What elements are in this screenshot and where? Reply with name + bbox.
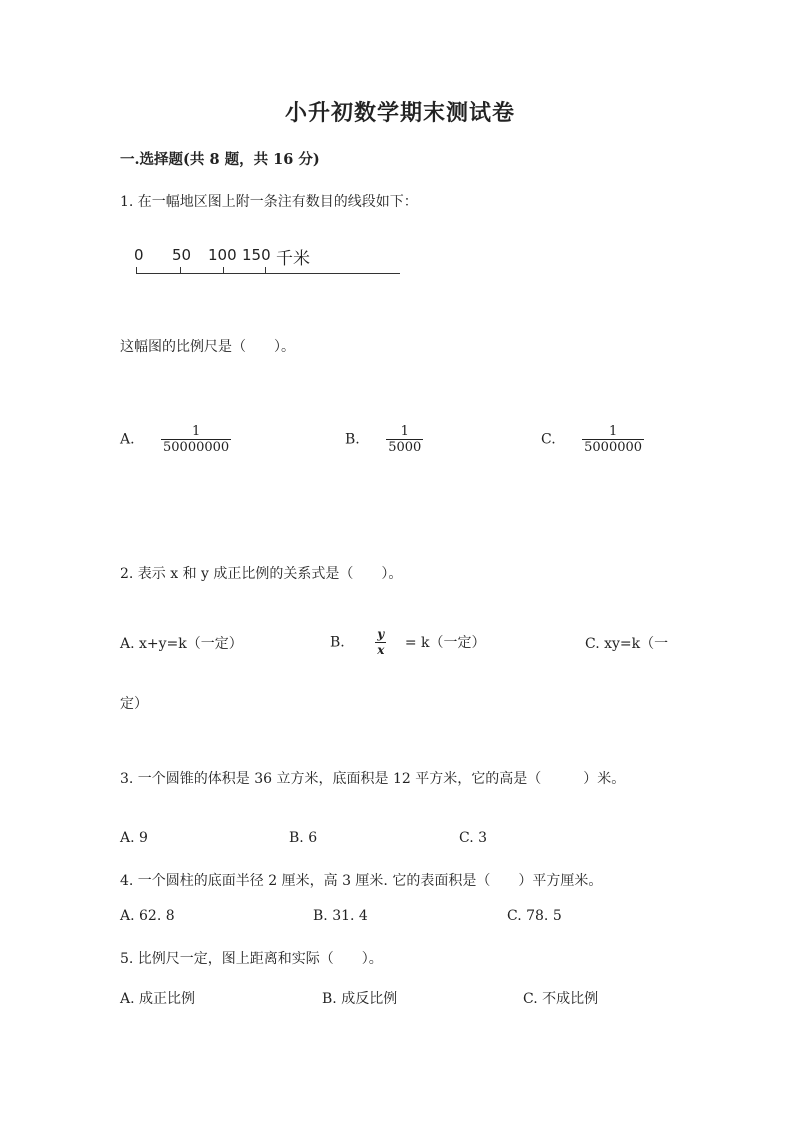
fraction [375,627,386,658]
question-5-stem: 5. 比例尺一定，图上距离和实际（ ）。 [120,951,383,967]
q3-option-b[interactable]: B. 6 [289,830,318,846]
q2-option-b[interactable] [330,627,485,658]
fraction [582,424,644,455]
denominator: 5000000 [584,440,643,455]
denominator: 5000 [388,440,422,455]
denominator: 50000000 [163,440,230,455]
q2-option-c-continued: 定） [120,696,148,712]
q3-option-a[interactable]: A. 9 [120,830,148,846]
q4-option-c[interactable]: C. 78. 5 [507,908,562,924]
scale-label-150: 150 [242,246,271,264]
scale-label-50: 50 [172,246,192,264]
scale-tick [180,267,181,273]
scale-label-100: 100 [208,246,237,264]
option-label: B. [330,634,345,651]
scale-tick [136,267,137,273]
scale-tick [223,267,224,273]
option-label: C. [541,431,556,448]
fraction [386,424,423,455]
scale-line [136,273,400,274]
scale-unit: 千米 [276,249,310,269]
question-1-stem: 1. 在一幅地区图上附一条注有数目的线段如下： [120,194,418,210]
numerator: 1 [191,424,201,439]
fraction [161,424,231,455]
section-heading: 一.选择题(共 8 题，共 16 分) [120,151,320,168]
q4-option-b[interactable]: B. 31. 4 [313,908,368,924]
q1-option-a[interactable] [120,424,231,455]
map-scale-bar [134,246,334,286]
question-2-stem: 2. 表示 x 和 y 成正比例的关系式是（ ）。 [120,566,403,582]
q5-option-c[interactable]: C. 不成比例 [523,991,599,1007]
question-4-stem: 4. 一个圆柱的底面半径 2 厘米，高 3 厘米. 它的表面积是（ ）平方厘米。 [120,873,603,889]
q2-option-a[interactable]: A. x+y=k（一定） [120,636,243,652]
page-title: 小升初数学期末测试卷 [284,100,515,126]
option-label: A. [120,431,135,448]
numerator: 1 [400,424,409,439]
q1-option-b[interactable] [345,424,423,455]
q5-option-b[interactable]: B. 成反比例 [322,991,398,1007]
question-1-prompt: 这幅图的比例尺是（ ）。 [120,339,295,355]
scale-label-0: 0 [134,246,144,264]
scale-tick [265,267,266,273]
equation-rest: = k（一定） [404,634,486,651]
q4-option-a[interactable]: A. 62. 8 [120,908,175,924]
numerator: y [377,627,385,641]
numerator: 1 [608,424,618,439]
option-label: B. [345,431,360,448]
question-3-stem: 3. 一个圆锥的体积是 36 立方米，底面积是 12 平方米，它的高是（ ）米。 [120,771,626,787]
q2-option-c[interactable]: C. xy=k（一 [585,636,669,652]
q3-option-c[interactable]: C. 3 [459,830,488,846]
q1-option-c[interactable] [541,424,644,455]
q5-option-a[interactable]: A. 成正比例 [120,991,196,1007]
denominator: x [377,643,385,657]
